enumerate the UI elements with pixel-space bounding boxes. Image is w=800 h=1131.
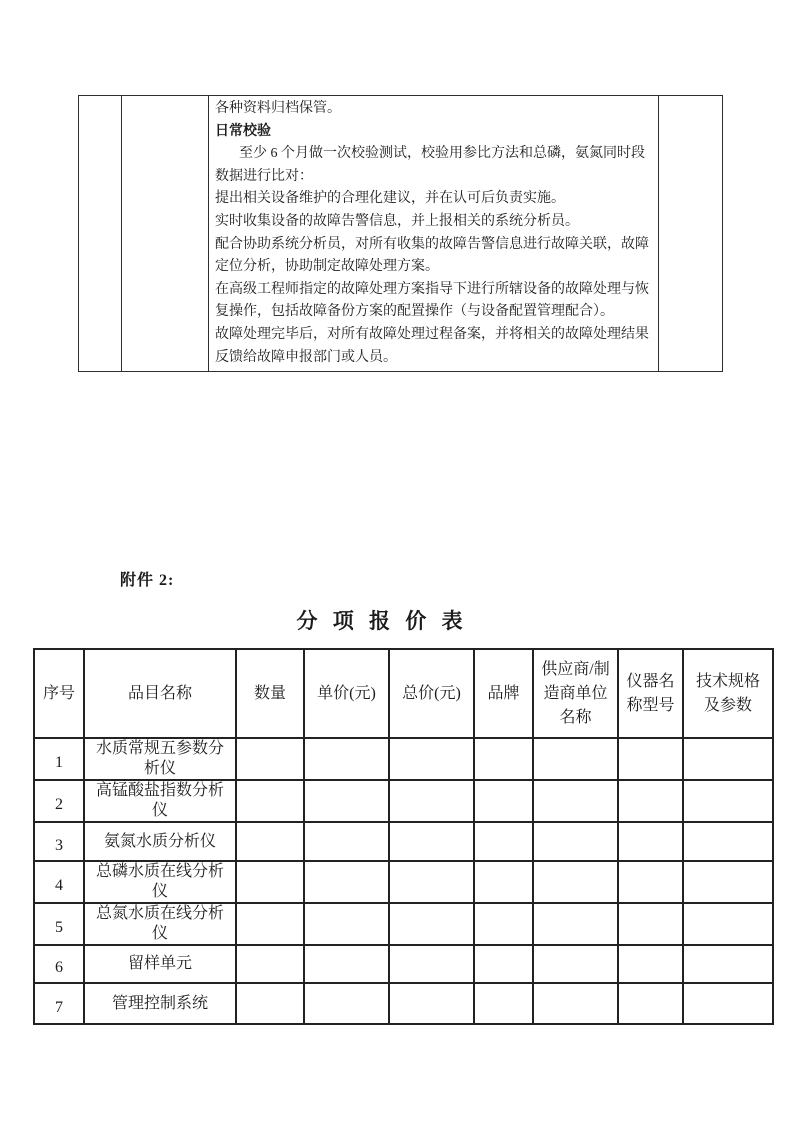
empty-cell <box>474 983 533 1024</box>
empty-cell <box>618 945 683 983</box>
item-name: 管理控制系统 <box>84 983 236 1024</box>
item-name: 氨氮水质分析仪 <box>84 822 236 861</box>
row-no <box>34 903 84 945</box>
empty-cell <box>618 822 683 861</box>
col-header-instrument-model: 仪器名称型号 <box>618 649 683 738</box>
empty-cell <box>659 96 723 372</box>
paragraph-archive: 各种资料归档保管。 <box>215 101 341 116</box>
table-row <box>34 861 773 903</box>
empty-cell <box>618 861 683 903</box>
paragraph-suggestions: 提出相关设备维护的合理化建议，并在认可后负责实施。 <box>215 191 565 207</box>
empty-cell <box>389 738 474 780</box>
paragraph-calibration-test: 至少 6 个月做一次校验测试，校验用参比方法和总磷，氨氮同时段数据进行比对： <box>215 146 645 184</box>
empty-cell <box>683 983 773 1024</box>
item-name: 留样单元 <box>84 945 236 983</box>
continuation-row <box>79 96 723 372</box>
empty-cell <box>304 903 389 945</box>
item-name: 水质常规五参数分析仪 <box>84 738 236 780</box>
empty-cell <box>533 780 618 822</box>
col-header-supplier: 供应商/制造商单位名称 <box>533 649 618 738</box>
empty-cell <box>304 780 389 822</box>
empty-cell <box>304 738 389 780</box>
col-header-no: 序号 <box>34 649 84 738</box>
item-name: 高锰酸盐指数分析仪 <box>84 780 236 822</box>
table-row <box>34 822 773 861</box>
empty-cell <box>236 945 304 983</box>
attachment-label: 附件 2: <box>120 572 175 589</box>
row-no-text: 7 <box>55 998 63 1016</box>
empty-cell <box>618 780 683 822</box>
paragraph-fault-correlation: 配合协助系统分析员，对所有收集的故障告警信息进行故障关联，故障定位分析，协助制定故障处理方案。 <box>215 236 649 275</box>
empty-cell <box>533 945 618 983</box>
row-no-text: 5 <box>55 919 63 936</box>
empty-cell <box>236 780 304 822</box>
empty-cell <box>389 861 474 903</box>
col-header-item-name: 品目名称 <box>84 649 236 738</box>
page-title: 分 项 报 价 表 <box>296 609 468 633</box>
row-no-text: 6 <box>55 959 63 976</box>
empty-cell <box>533 822 618 861</box>
empty-cell <box>474 861 533 903</box>
empty-cell <box>474 822 533 861</box>
empty-cell <box>474 945 533 983</box>
empty-cell <box>304 861 389 903</box>
paragraph-fault-record: 故障处理完毕后，对所有故障处理过程备案，并将相关的故障处理结果反馈给故障申报部门或人员。 <box>215 326 649 365</box>
empty-cell <box>683 861 773 903</box>
col-header-unit-price: 单价(元) <box>304 649 389 738</box>
table-row <box>34 780 773 822</box>
empty-cell <box>389 983 474 1024</box>
quotation-table <box>33 648 774 1025</box>
empty-cell <box>618 903 683 945</box>
empty-cell <box>236 738 304 780</box>
row-no-text: 4 <box>55 877 63 894</box>
empty-cell <box>474 903 533 945</box>
empty-cell <box>389 822 474 861</box>
paragraph-fault-handling: 在高级工程师指定的故障处理方案指导下进行所辖设备的故障处理与恢复操作，包括故障备份方案的配置操作（与设备配置管理配合）。 <box>215 281 649 320</box>
empty-cell <box>79 96 122 372</box>
paragraph-heading-daily-calibration: 日常校验 <box>215 123 271 139</box>
col-header-quantity: 数量 <box>236 649 304 738</box>
empty-cell <box>236 983 304 1024</box>
row-no-text: 3 <box>55 836 63 854</box>
empty-cell <box>122 96 209 372</box>
col-header-brand: 品牌 <box>474 649 533 738</box>
empty-cell <box>533 903 618 945</box>
empty-cell <box>533 738 618 780</box>
row-no <box>34 983 84 1024</box>
row-no <box>34 822 84 861</box>
empty-cell <box>683 903 773 945</box>
col-header-total-price: 总价(元) <box>389 649 474 738</box>
empty-cell <box>304 945 389 983</box>
empty-cell <box>474 738 533 780</box>
table-row <box>34 738 773 780</box>
row-no-text: 1 <box>55 754 63 771</box>
col-header-specs: 技术规格及参数 <box>683 649 773 738</box>
empty-cell <box>304 983 389 1024</box>
empty-cell <box>236 822 304 861</box>
row-no <box>34 945 84 983</box>
empty-cell <box>389 903 474 945</box>
table-row <box>34 945 773 983</box>
empty-cell <box>533 861 618 903</box>
empty-cell <box>304 822 389 861</box>
table-row <box>34 903 773 945</box>
header-row <box>34 649 773 738</box>
empty-cell <box>236 903 304 945</box>
continuation-table <box>78 95 723 372</box>
empty-cell <box>533 983 618 1024</box>
empty-cell <box>683 822 773 861</box>
maintenance-duties-cell <box>209 96 659 372</box>
row-no <box>34 861 84 903</box>
empty-cell <box>618 738 683 780</box>
empty-cell <box>618 983 683 1024</box>
item-name: 总磷水质在线分析仪 <box>84 861 236 903</box>
empty-cell <box>474 780 533 822</box>
empty-cell <box>236 861 304 903</box>
empty-cell <box>683 945 773 983</box>
row-no-text: 2 <box>55 796 63 813</box>
row-no <box>34 780 84 822</box>
empty-cell <box>389 945 474 983</box>
empty-cell <box>389 780 474 822</box>
paragraph-alarm-collection: 实时收集设备的故障告警信息，并上报相关的系统分析员。 <box>215 213 579 229</box>
empty-cell <box>683 780 773 822</box>
row-no <box>34 738 84 780</box>
item-name: 总氮水质在线分析仪 <box>84 903 236 945</box>
empty-cell <box>683 738 773 780</box>
table-row <box>34 983 773 1024</box>
